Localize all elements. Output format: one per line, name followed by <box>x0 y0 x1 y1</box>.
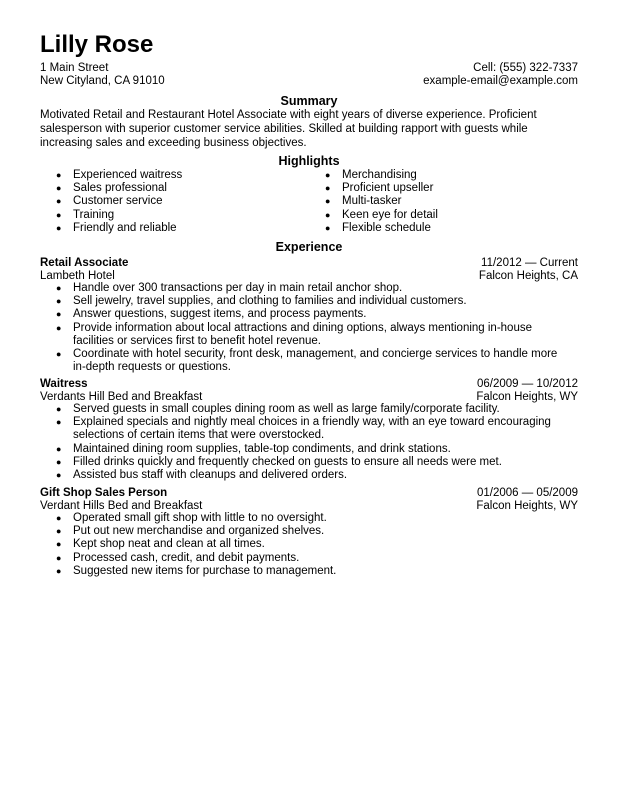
highlight-item: ● Proficient upseller <box>325 182 434 195</box>
list-item: ● Kept shop neat and clean at all times. <box>56 538 265 551</box>
bullet-icon: ● <box>56 183 62 194</box>
list-item: ● Provide information about local attractions and dining options, always mentioning in-house facilities or services first to benefit hotel revenue. <box>56 321 532 347</box>
job-duties-list <box>56 512 573 578</box>
bullet-icon: ● <box>56 349 62 360</box>
job-location: Falcon Heights, WY <box>476 391 578 403</box>
job-duties-list <box>56 282 573 374</box>
job-title: Waitress <box>40 378 88 390</box>
summary-text: Motivated Retail and Restaurant Hotel Associate with eight years of diverse experience. Proficient salesperson with superior customer service abilities. Skilled at building rapport with guests while increasing sales and exceeding business objectives. <box>40 109 537 149</box>
job-company: Verdants Hill Bed and Breakfast <box>40 391 203 403</box>
address-city: New Cityland, CA 91010 <box>40 75 165 87</box>
experience-heading: Experience <box>275 240 343 254</box>
highlights-right-list <box>325 169 438 235</box>
job-title: Gift Shop Sales Person <box>40 487 168 499</box>
job-company: Lambeth Hotel <box>40 270 115 282</box>
job-dates: 01/2006 — 05/2009 <box>476 487 578 499</box>
highlights-left-list <box>56 169 183 235</box>
bullet-icon: ● <box>56 404 62 414</box>
bullet-icon: ● <box>56 283 62 293</box>
bullet-icon: ● <box>56 170 62 180</box>
list-item: ● Answer questions, suggest items, and process payments. <box>56 308 367 321</box>
summary-heading: Summary <box>280 94 338 108</box>
bullet-icon: ● <box>56 322 62 333</box>
candidate-name: Lilly Rose <box>40 31 154 58</box>
bullet-icon: ● <box>56 565 62 576</box>
bullet-icon: ● <box>325 170 331 180</box>
highlight-item: ● Experienced waitress <box>56 169 183 181</box>
list-item: ● Explained specials and nightly meal choices in a friendly way, with an eye toward encouraging selections of certain items that were overstocked. <box>56 416 551 442</box>
bullet-icon: ● <box>56 417 62 428</box>
list-item: ● Sell jewelry, travel supplies, and clothing to families and individual customers. <box>56 295 467 308</box>
highlights-heading: Highlights <box>278 154 340 168</box>
bullet-icon: ● <box>325 196 331 207</box>
job-dates: 06/2009 — 10/2012 <box>476 378 578 390</box>
list-item: ● Suggested new items for purchase to management. <box>56 564 337 577</box>
highlight-item: ● Friendly and reliable <box>56 221 177 234</box>
list-item: ● Processed cash, credit, and debit payments. <box>56 551 300 564</box>
job-title: Retail Associate <box>40 257 129 269</box>
list-item: ● Operated small gift shop with little to no oversight. <box>56 512 327 524</box>
highlight-item: ● Training <box>56 208 115 221</box>
highlight-item: ● Flexible schedule <box>325 221 431 234</box>
list-item: ● Maintained dining room supplies, table-top condiments, and drink stations. <box>56 442 451 455</box>
bullet-icon: ● <box>56 513 62 523</box>
list-item: ● Assisted bus staff with cleanups and delivered orders. <box>56 469 348 482</box>
job-duties-list <box>56 403 573 482</box>
bullet-icon: ● <box>56 526 62 537</box>
highlight-item: ● Multi-tasker <box>325 195 402 208</box>
bullet-icon: ● <box>56 470 62 481</box>
bullet-icon: ● <box>56 309 62 320</box>
bullet-icon: ● <box>325 209 331 220</box>
bullet-icon: ● <box>56 552 62 563</box>
bullet-icon: ● <box>56 296 62 307</box>
highlight-item: ● Sales professional <box>56 182 167 195</box>
job-company: Verdant Hills Bed and Breakfast <box>40 500 203 512</box>
list-item: ● Handle over 300 transactions per day in main retail anchor shop. <box>56 282 403 294</box>
bullet-icon: ● <box>325 183 331 194</box>
bullet-icon: ● <box>56 539 62 550</box>
bullet-icon: ● <box>56 222 62 233</box>
bullet-icon: ● <box>56 443 62 454</box>
highlight-item: ● Keen eye for detail <box>325 208 438 221</box>
job-location: Falcon Heights, WY <box>476 500 578 512</box>
list-item: ● Put out new merchandise and organized shelves. <box>56 525 325 538</box>
bullet-icon: ● <box>56 456 62 467</box>
bullet-icon: ● <box>56 209 62 220</box>
job-dates: 11/2012 — Current <box>481 257 578 269</box>
phone-number: Cell: (555) 322-7337 <box>473 62 578 74</box>
address-street: 1 Main Street <box>40 62 109 74</box>
highlight-item: ● Merchandising <box>325 169 417 181</box>
bullet-icon: ● <box>325 222 331 233</box>
list-item: ● Coordinate with hotel security, front desk, management, and concierge services to handle more in-depth requests or questions. <box>56 348 558 374</box>
job-location: Falcon Heights, CA <box>478 270 578 282</box>
list-item: ● Served guests in small couples dining room as well as large family/corporate facility. <box>56 403 500 415</box>
highlight-item: ● Customer service <box>56 195 163 208</box>
list-item: ● Filled drinks quickly and frequently checked on guests to ensure all needs were met. <box>56 455 502 468</box>
bullet-icon: ● <box>56 196 62 207</box>
email-address: example-email@example.com <box>423 75 578 87</box>
